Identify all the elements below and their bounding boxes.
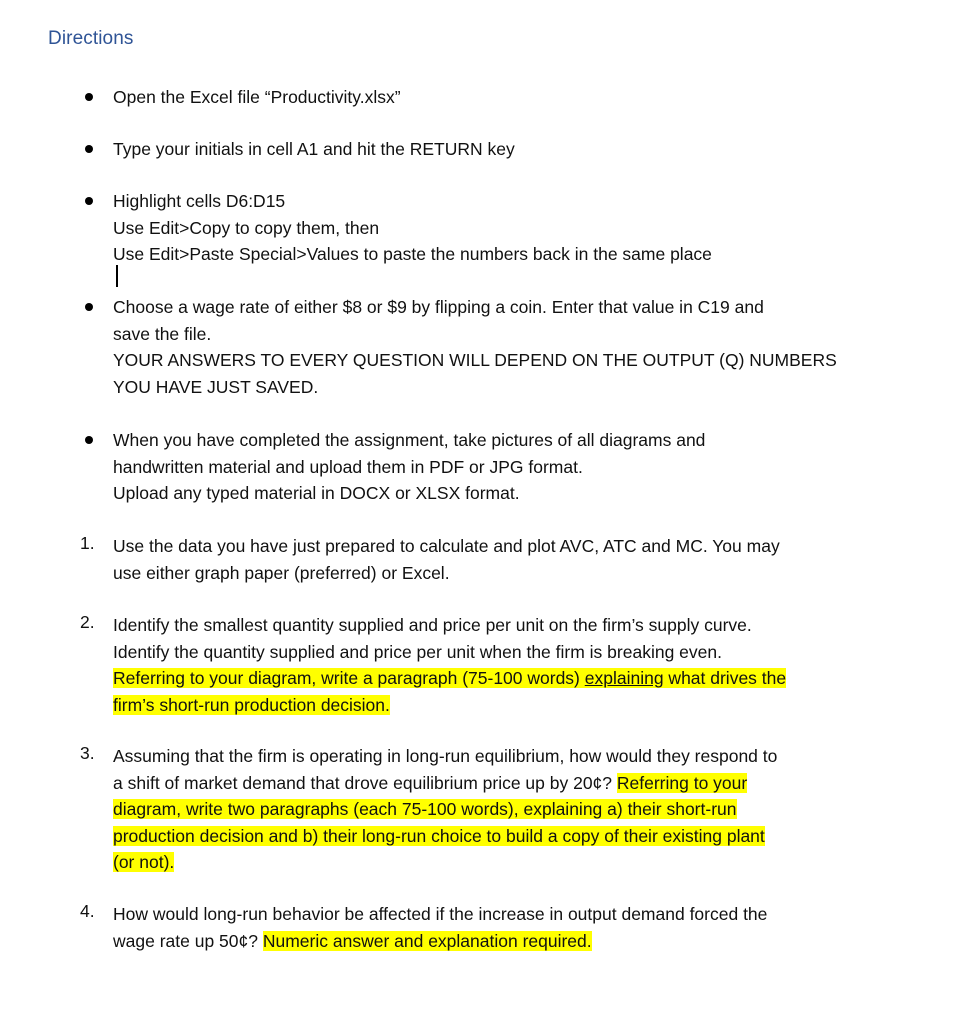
bullet-text: When you have completed the assignment, take pictures of all diagrams and — [113, 430, 706, 450]
question-number: 3. — [80, 743, 95, 763]
bullet-icon — [85, 145, 93, 153]
bullet-text: Use Edit>Copy to copy them, then — [113, 217, 380, 238]
question-text: Identify the smallest quantity supplied and price per unit on the firm’s supply curve. — [113, 615, 752, 635]
bullet-text: save the file. — [113, 323, 212, 344]
bullet-icon — [85, 303, 93, 311]
question-text: a shift of market demand that drove equilibrium price up by 20¢? — [113, 772, 617, 793]
highlighted-text: Numeric answer and explanation required. — [262, 930, 592, 951]
highlighted-text: production decision and b) their long-run choice to build a copy of their existing plant — [113, 825, 765, 846]
bullet-text: Use Edit>Paste Special>Values to paste the numbers back in the same place — [113, 244, 712, 264]
question-number: 4. — [80, 901, 95, 921]
highlighted-text: (or not). — [113, 852, 175, 872]
directions-heading: Directions — [48, 28, 134, 49]
highlighted-text: Referring to your — [616, 772, 748, 793]
bullet-text: Highlight cells D6:D15 — [113, 191, 286, 211]
question-text: How would long-run behavior be affected if the increase in output demand forced the — [113, 904, 768, 924]
bullet-text: Choose a wage rate of either $8 or $9 by flipping a coin. Enter that value in C19 and — [113, 297, 764, 317]
text-cursor — [116, 265, 118, 287]
question-number: 2. — [80, 612, 95, 632]
question-text: Assuming that the firm is operating in long-run equilibrium, how would they respond to — [113, 746, 778, 766]
highlighted-text: firm’s short-run production decision. — [113, 694, 390, 715]
highlighted-text: Referring to your diagram, write a paragraph (75-100 words) — [113, 668, 585, 688]
bullet-text: handwritten material and upload them in PDF or JPG format. — [113, 456, 583, 477]
bullet-icon — [85, 93, 93, 101]
question-number: 1. — [80, 533, 95, 553]
bullet-icon — [85, 436, 93, 444]
bullet-icon — [85, 197, 93, 205]
question-text: use either graph paper (preferred) or Excel. — [113, 562, 450, 583]
bullet-text: Type your initials in cell A1 and hit the RETURN key — [113, 139, 515, 159]
bullet-text: Open the Excel file “Productivity.xlsx” — [113, 87, 401, 107]
highlighted-text: what drives the — [663, 668, 787, 688]
bullet-text: Upload any typed material in DOCX or XLSX format. — [113, 483, 520, 503]
underlined-highlighted-text: explaining — [584, 668, 664, 688]
bullet-text: YOUR ANSWERS TO EVERY QUESTION WILL DEPEND ON THE OUTPUT (Q) NUMBERS — [113, 350, 837, 370]
highlighted-text: diagram, write two paragraphs (each 75-100 words), explaining a) their short-run — [113, 799, 737, 819]
question-text: Identify the quantity supplied and price per unit when the firm is breaking even. — [113, 641, 722, 662]
question-text: Use the data you have just prepared to calculate and plot AVC, ATC and MC. You may — [113, 536, 780, 556]
question-text: wage rate up 50¢? — [113, 930, 263, 951]
bullet-text: YOU HAVE JUST SAVED. — [113, 376, 319, 397]
